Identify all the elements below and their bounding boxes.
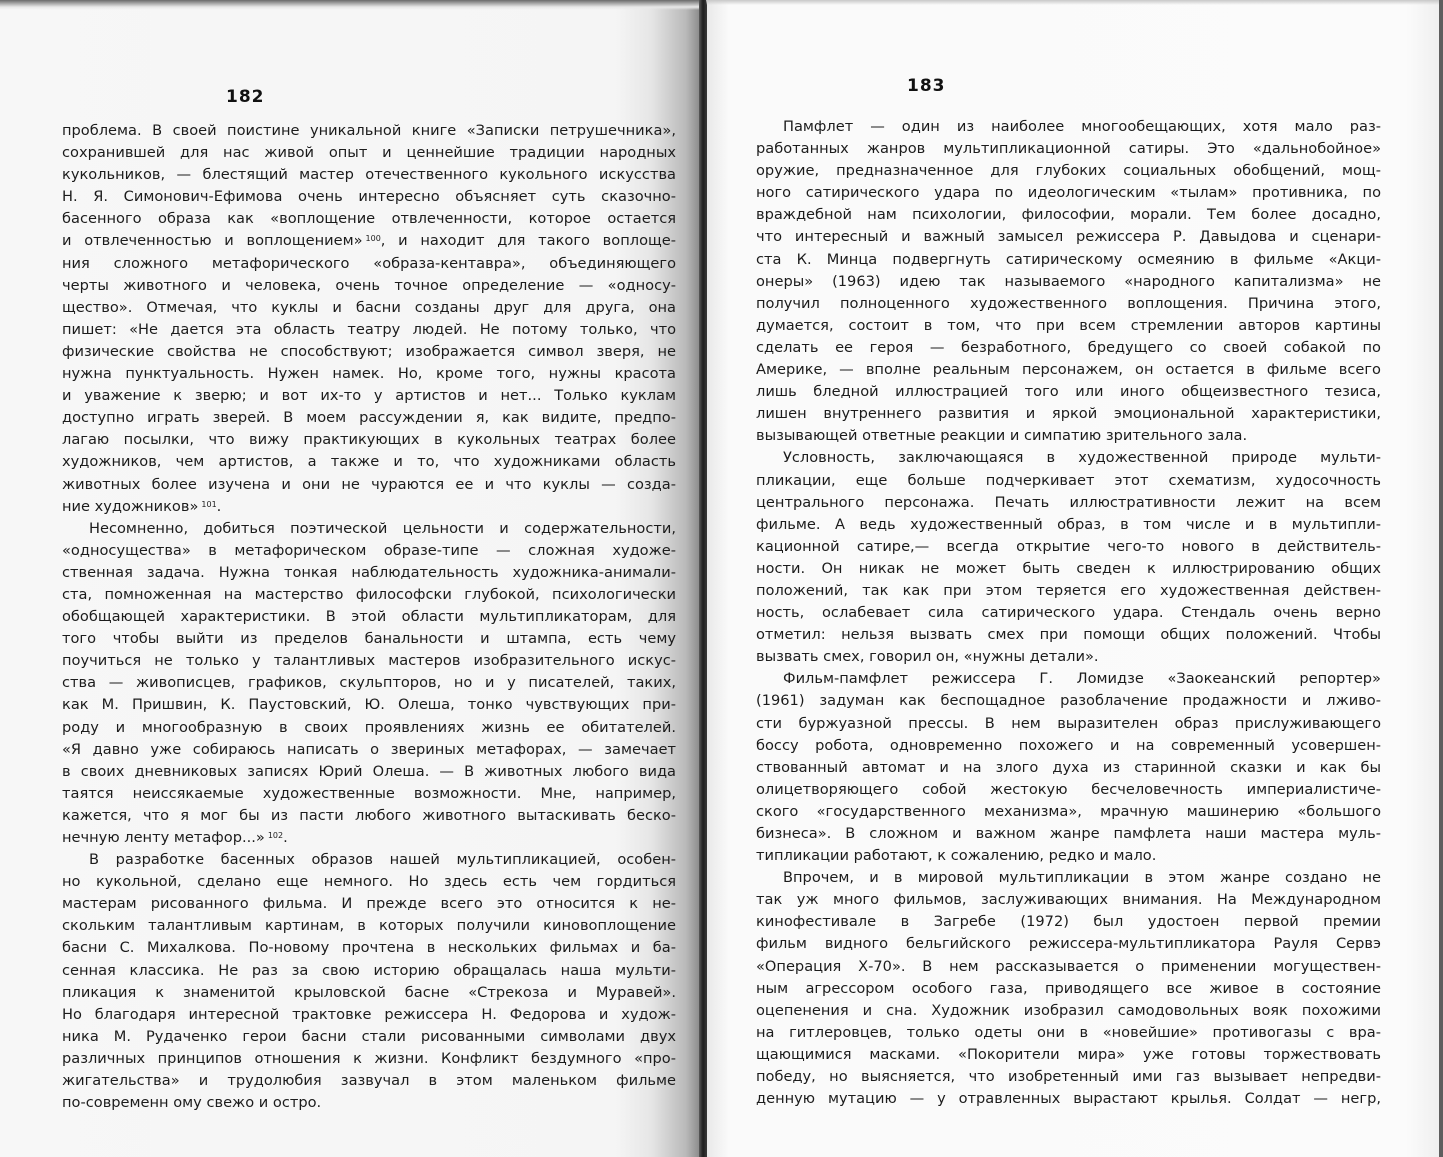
text-line-content: ность, ослабевает сила сатирического удара. Стендаль очень верно xyxy=(756,604,1381,622)
text-line xyxy=(62,739,676,761)
text-line xyxy=(756,447,1381,469)
text-line xyxy=(62,120,676,142)
text-line xyxy=(62,982,676,1004)
text-line xyxy=(62,297,676,319)
text-line-content: кинофестивале в Загребе (1972) был удостоен первой премии xyxy=(756,913,1381,931)
text-line xyxy=(62,407,676,429)
text-line xyxy=(62,496,676,518)
text-line xyxy=(62,230,676,252)
text-line-content: сенная классика. Не раз за свою историю обращалась наша мульти- xyxy=(62,961,676,979)
text-line-content: щество». Отмечая, что куклы и басни созданы друг для друга, она xyxy=(62,298,676,316)
text-line-content: денную мутацию — у отравленных вырастают крылья. Солдат — негр, xyxy=(756,1090,1381,1108)
text-line-content: вызывающей ответные реакции и симпатию зрительного зала. xyxy=(756,427,1248,445)
text-line-content: басни С. Михалкова. По-новому прочтена в нескольких фильмах и ба- xyxy=(62,939,676,957)
text-line xyxy=(756,293,1381,315)
text-line xyxy=(62,1070,676,1092)
text-line-content: животных более изучена и они не чураются ее и что куклы — созда- xyxy=(62,475,676,493)
text-line-content: Памфлет — один из наиболее многообещающих, хотя мало раз- xyxy=(783,118,1381,135)
text-line xyxy=(756,801,1381,823)
text-line xyxy=(62,1026,676,1048)
text-line xyxy=(756,602,1381,624)
text-line-content: боссу робота, одновременно похожего и на современный усовершен- xyxy=(756,736,1381,754)
text-line-content: ствованный автомат и на злого духа из старинной сказки и как бы xyxy=(756,758,1381,776)
text-line xyxy=(756,646,1381,668)
text-line-content: ние художников» xyxy=(62,497,199,515)
text-line-content: лишен внутреннего развития и яркой эмоциональной характеристики, xyxy=(756,405,1381,423)
text-line-content: и уважение к зверю; и вот их-то у артистов и нет... Только куклам xyxy=(62,387,676,405)
text-line-content: получил полноценного художественного воплощения. Причина этого, xyxy=(756,294,1381,312)
text-line-content: в своих дневниковых записях Юрий Олеша. — В животных любого вида xyxy=(62,762,676,780)
text-line-content: мастерам рисованного фильма. И прежде всего это относится к не- xyxy=(62,895,676,913)
text-line-content: нечную ленту метафор...» xyxy=(62,829,265,846)
text-line xyxy=(756,956,1381,978)
footnote-reference: 101 xyxy=(201,499,217,509)
text-line xyxy=(62,960,676,982)
text-line-content: ния сложного метафорического «образа-кентавра», объединяющего xyxy=(62,254,676,272)
text-line xyxy=(756,536,1381,558)
text-line xyxy=(756,514,1381,536)
text-line-content: положений, так как при этом теряется его художественная действен- xyxy=(756,581,1381,599)
text-line xyxy=(62,385,676,407)
text-line xyxy=(756,204,1381,226)
text-line-content: пликация к знаменитой крыловской басне «Стрекоза и Муравей». xyxy=(62,983,676,1001)
text-line-content: сти буржуазной прессы. В нем выразителен образ прислуживающего xyxy=(756,714,1381,732)
text-line-content: В разработке басенных образов нашей мультипликацией, особен- xyxy=(89,851,676,869)
text-line-content: художников, чем артистов, а также и то, что художниками область xyxy=(62,453,676,471)
text-line xyxy=(62,805,676,827)
text-line-content: таятся неиссякаемые художественные возможности. Мне, например, xyxy=(62,784,676,802)
text-line-content: щающимися масками. «Покорители мира» уже готовы торжествовать xyxy=(756,1045,1381,1063)
text-line xyxy=(62,429,676,451)
text-line-content: физические свойства не способствуют; изображается символ зверя, не xyxy=(62,342,676,360)
text-line-content: онеры» (1963) идею так называемого «народного капитализма» не xyxy=(756,272,1381,290)
text-line xyxy=(62,474,676,496)
text-line-content: роду и многообразную в своих проявлениях жизнь ее обитателей. xyxy=(62,718,676,736)
text-line-content: отметил: нельзя вызвать смех при помощи общих положений. Чтобы xyxy=(756,626,1381,644)
text-line-content: так уж много фильмов, заслуживающих внимания. На Международном xyxy=(756,891,1381,909)
text-line-content: «односущества» в метафорическом образе-типе — сложная художе- xyxy=(62,541,676,559)
text-line-content: типликации работают, к сожалению, редко и мало. xyxy=(756,847,1157,865)
text-line xyxy=(62,1048,676,1070)
footnote-reference: 102 xyxy=(267,831,284,840)
text-line-content: ного сатирического удара по идеологическим «тылам» противника, по xyxy=(756,184,1381,202)
text-line-content: Впрочем, и в мировой мультипликации в этом жанре создано не xyxy=(783,869,1381,887)
text-line-content: центрального персонажа. Печать иллюстративности лежит на всем xyxy=(756,493,1381,511)
text-line xyxy=(62,871,676,893)
text-line-content: кукольников, — блестящий мастер отечественного кукольного искусства xyxy=(62,166,676,184)
text-line xyxy=(62,275,676,297)
text-line xyxy=(62,606,676,628)
text-line xyxy=(756,668,1381,690)
text-line xyxy=(756,624,1381,646)
text-line-content: олицетворяющего собой жестокую бесчеловечность империалистиче- xyxy=(756,780,1381,798)
text-line xyxy=(756,558,1381,580)
text-line xyxy=(62,694,676,716)
text-line xyxy=(62,208,676,230)
page-top-shadow xyxy=(706,0,1443,5)
text-line-content: как М. Пришвин, К. Паустовский, Ю. Олеша, тонко чувствующих при- xyxy=(62,696,676,714)
text-line-content: враждебной нам психологии, философии, морали. Тем более досадно, xyxy=(756,206,1381,224)
text-line-content: лагаю посылки, что вижу практикующих в кукольных театрах более xyxy=(62,431,676,449)
text-line-content: жигательства» и трудолюбия зазвучал в этом маленьком фильме xyxy=(62,1072,676,1090)
text-line-content: фильм видного бельгийского режиссера-мультипликатора Рауля Сервэ xyxy=(756,935,1381,953)
text-line-content: кационной сатире,— всегда открытие чего-то нового в действитель- xyxy=(756,537,1381,555)
page-top-shadow xyxy=(0,0,700,10)
text-line-content: пишет: «Не дается эта область театру людей. Не потому только, что xyxy=(62,320,676,338)
text-line-content: ным агрессором особого газа, приводящего все живое в состояние xyxy=(756,979,1381,997)
text-line xyxy=(62,562,676,584)
text-line-content: Фильм-памфлет режиссера Г. Ломидзе «Заокеанский репортер» xyxy=(783,670,1381,688)
text-line-content: лишь бледной иллюстрацией того или иного общеизвестного тезиса, xyxy=(756,383,1381,401)
text-line-content: сохранившей для нас живой опыт и ценнейшие традиции народных xyxy=(62,144,676,162)
text-line xyxy=(756,713,1381,735)
text-line-content: обобщающей характеристики. В этой области мультипликаторам, для xyxy=(62,608,676,626)
text-line-content: оцепенения и сна. Художник изобразил самодовольных вояк похожими xyxy=(756,1001,1381,1019)
text-line xyxy=(62,363,676,385)
text-line-content: ника М. Рудаченко герои басни стали рисованными символами двух xyxy=(62,1027,676,1045)
page-number: 182 xyxy=(226,87,265,107)
text-line-content: проблема. В своей поистине уникальной книге «Записки петрушечника», xyxy=(62,122,676,139)
text-line-content: Н. Я. Симонович-Ефимова очень интересно объясняет суть сказочно- xyxy=(62,188,676,206)
text-line xyxy=(756,867,1381,889)
text-line xyxy=(756,359,1381,381)
text-line xyxy=(756,182,1381,204)
text-line xyxy=(756,160,1381,182)
text-line-content: пликации, еще больше подчеркивает этот схематизм, худосочность xyxy=(756,471,1381,489)
text-line-content: , и находит для такого воплоще- xyxy=(380,232,676,250)
text-line xyxy=(62,937,676,959)
text-line xyxy=(62,341,676,363)
left-page xyxy=(0,0,700,1157)
text-line xyxy=(62,451,676,473)
text-line xyxy=(756,1044,1381,1066)
text-line-content: ста, помноженная на мастерство философски глубокой, психологически xyxy=(62,585,676,603)
text-line xyxy=(756,911,1381,933)
text-line xyxy=(62,827,676,849)
footnote-reference: 100 xyxy=(365,234,381,244)
text-line xyxy=(756,1088,1381,1110)
text-line xyxy=(62,253,676,275)
text-line-content: победу, но выясняется, что изобретенный ими газ вызывает непредви- xyxy=(756,1068,1381,1086)
text-line xyxy=(62,518,676,540)
text-line xyxy=(756,337,1381,359)
text-line xyxy=(62,164,676,186)
text-line-content: работанных жанров мультипликационной сатиры. Это «дальнобойное» xyxy=(756,140,1381,158)
text-line xyxy=(62,717,676,739)
text-line-content: (1961) задуман как беспощадное разоблачение продажности и лживо- xyxy=(756,692,1381,710)
text-line xyxy=(62,672,676,694)
page-body-text xyxy=(62,120,676,1114)
text-line-content: ственная задача. Нужна тонкая наблюдательность художника-анимали- xyxy=(62,563,676,581)
text-line-content: скольким талантливым картинам, в которых получили киновоплощение xyxy=(62,917,676,935)
text-line-content: Условность, заключающаяся в художественной природе мульти- xyxy=(783,449,1381,467)
text-line xyxy=(62,628,676,650)
text-line xyxy=(756,315,1381,337)
right-page xyxy=(707,0,1443,1157)
text-line xyxy=(756,381,1381,403)
text-line xyxy=(756,757,1381,779)
text-line-content: ского «государственного механизма», мрачную машинерию «большого xyxy=(756,802,1381,820)
text-line-content: ства — живописцев, графиков, скульпторов, но и у писателей, таких, xyxy=(62,674,676,692)
text-line-content: фильме. А ведь художественный образ, в том числе и в мультипли- xyxy=(756,515,1381,533)
text-line-content: оружие, предназначенное для глубоких социальных обобщений, мощ- xyxy=(756,162,1381,180)
text-line xyxy=(756,116,1381,138)
text-line-content: нужна пунктуальность. Нужен намек. Но, кроме того, нужны красота xyxy=(62,365,676,383)
text-line xyxy=(756,823,1381,845)
text-line-content: бизнеса». В сложном и важном жанре памфлета наши мастера муль- xyxy=(756,825,1381,842)
text-line-content: что интересный и важный замысел режиссера Р. Давыдова и сценари- xyxy=(756,228,1381,246)
page-number: 183 xyxy=(907,76,946,96)
text-line xyxy=(756,690,1381,712)
text-line-content: вызвать смех, говорил он, «нужны детали». xyxy=(756,648,1099,666)
text-line xyxy=(756,779,1381,801)
text-line xyxy=(756,425,1381,447)
text-line xyxy=(756,933,1381,955)
text-line xyxy=(756,403,1381,425)
text-line-content: но кукольной, сделано еще немного. Но здесь есть чем гордиться xyxy=(62,873,676,891)
text-line xyxy=(62,783,676,805)
text-line-content: «Я давно уже собираюсь написать о звериных метафорах, — замечает xyxy=(62,740,676,758)
text-line-content: кажется, что я мог бы из пасти любого животного вытаскивать беско- xyxy=(62,806,676,824)
text-line xyxy=(62,650,676,672)
text-line xyxy=(756,735,1381,757)
text-line-content: думается, состоит в том, что при всем стремлении авторов картины xyxy=(756,316,1381,334)
text-line xyxy=(756,138,1381,160)
text-line-content: «Операция Х-70». В нем рассказывается о применении могуществен- xyxy=(756,957,1381,975)
text-line xyxy=(62,849,676,871)
text-line-content: ста К. Минца подвергнуть сатирическому осмеянию в фильме «Акци- xyxy=(756,250,1381,268)
text-line xyxy=(62,584,676,606)
text-line xyxy=(62,1004,676,1026)
text-line xyxy=(756,1022,1381,1044)
text-line-content: Америке, — вполне реальным персонажем, он остается в фильме всего xyxy=(756,361,1381,379)
text-line xyxy=(62,1092,676,1114)
text-line xyxy=(62,893,676,915)
text-line xyxy=(62,540,676,562)
text-line xyxy=(62,319,676,341)
text-line-content: . xyxy=(283,829,288,846)
text-line-content: черты животного и человека, очень точное определение — «односу- xyxy=(62,276,676,294)
text-line xyxy=(62,761,676,783)
text-line xyxy=(756,1000,1381,1022)
text-line xyxy=(62,186,676,208)
text-line xyxy=(756,889,1381,911)
text-line xyxy=(62,142,676,164)
text-line xyxy=(62,915,676,937)
text-line-content: доступно играть зверей. В моем рассуждении я, как видите, предпо- xyxy=(62,409,676,427)
text-line-content: поучиться не только у талантливых мастеров изобразительного искус- xyxy=(62,652,676,670)
text-line xyxy=(756,470,1381,492)
text-line-content: ности. Он никак не может быть сведен к иллюстрированию общих xyxy=(756,559,1381,577)
text-line xyxy=(756,492,1381,514)
text-line xyxy=(756,249,1381,271)
page-body-text xyxy=(756,116,1381,1110)
text-line-content: на гитлеровцев, только одеты они в «новейшие» противогазы с вра- xyxy=(756,1023,1381,1041)
text-line xyxy=(756,1066,1381,1088)
text-line xyxy=(756,271,1381,293)
text-line-content: того чтобы выйти из пределов банальности и штампа, есть чему xyxy=(62,630,676,648)
text-line-content: Но благодаря интересной трактовке режиссера Н. Федорова и худож- xyxy=(62,1005,676,1023)
text-line xyxy=(756,845,1381,867)
page-edge xyxy=(1439,0,1443,1157)
text-line-content: . xyxy=(216,497,222,515)
text-line-content: Несомненно, добиться поэтической цельности и содержательности, xyxy=(89,519,676,537)
text-line xyxy=(756,978,1381,1000)
text-line-content: сделать ее героя — безработного, бредущего со своей собакой по xyxy=(756,338,1381,356)
text-line-content: басенного образа как «воплощение отвлеченности, которое остается xyxy=(62,210,676,228)
text-line-content: и отвлеченностью и воплощением» xyxy=(62,232,363,250)
book-gutter xyxy=(699,0,707,1157)
text-line-content: по-современн ому свежо и остро. xyxy=(62,1094,322,1112)
text-line-content: различных принципов отношения к жизни. Конфликт бездумного «про- xyxy=(62,1049,676,1067)
text-line xyxy=(756,580,1381,602)
text-line xyxy=(756,226,1381,248)
